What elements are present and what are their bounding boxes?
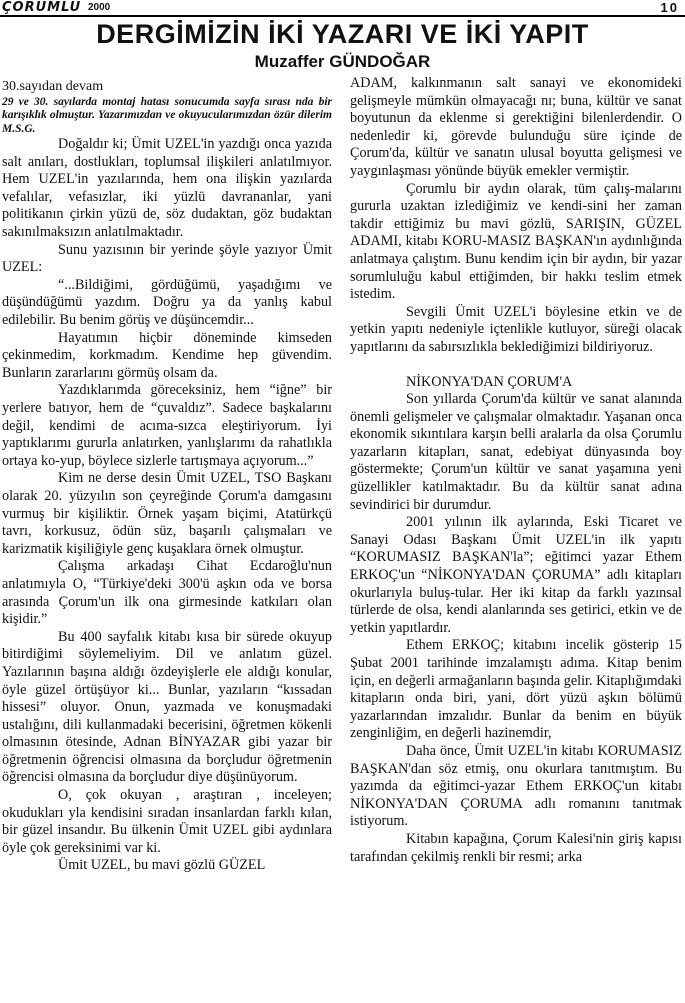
paragraph: Sunu yazısının bir yerinde şöyle yazıyor Ümit UZEL:: [2, 241, 332, 276]
right-column: [350, 75, 682, 866]
quote-paragraph: Yazdıklarımda göreceksiniz, hem “iğne” bir yerlere batıyor, hem de “çuvaldız”. Sadece başkalarını değil, kendimi de acıma-sızca eleştiriyorum. İyi yaptıklarımı gururla anlatırken, yanlışlarımı da rahatlıkla ortaya ko-yup, böylece sizlerle tartışmaya açıyorum...”: [2, 382, 332, 469]
quote-paragraph: Hayatımın hiçbir döneminde kimseden çekinmedim, korkmadım. Kendime hep güvendim. Bunların zararlarını görmüş olsam da.: [2, 329, 332, 381]
article-title: DERGİMİZİN İKİ YAZARI VE İKİ YAPIT: [96, 19, 589, 49]
paragraph: Doğaldır ki; Ümit UZEL'in yazdığı onca yazıda salt anıları, dostlukları, toplumsal ilişkileri anlatılmıyor. Hem UZEL'in yazılarında, hem ona ilişkin yazılarda vefalılar, vefasızlar, iki yüzlü davrananlar, yani politikanın çirkin yüzü de, söz dudaktan, göz budaktan sakınılmaksızın anlatılmaktadır.: [2, 136, 332, 241]
header-rule: [0, 15, 685, 17]
continued-note: 30.sayıdan devam: [2, 79, 104, 94]
paragraph: Sevgili Ümit UZEL'i böylesine etkin ve de yetkin yapıtı nedeniyle içtenlikle kutluyor, süreği olacak yapıtlarını da sabırsızlıkla beklediğimizi bildiriyoruz.: [350, 303, 682, 355]
paragraph: Daha önce, Ümit UZEL'in kitabı KORUMASIZ BAŞKAN'dan söz etmiş, onu okurlara tanıtmıştım. Bu yazımda da eğitimci-yazar Ethem ERKOÇ'un kitabı NİKONYA'DAN ÇORUMA adlı romanını tanıtmak istiyorum.: [350, 742, 682, 830]
paragraph: Ethem ERKOÇ; kitabını incelik gösterip 15 Şubat 2001 tarihinde imzalamıştı adıma. Kitap benim için, en değerli armağanların başında gelir. Kitaplığımdaki kitapların onda biri, yani, dört yüzü aşkın bölümü yazarlarından imzalıdır. Bunlar da benim en büyük zenginliğim, en değerli hazinemdir,: [350, 637, 682, 742]
quote-paragraph: “...Bildiğimi, gördüğümü, yaşadığımı ve düşündüğümü yazdım. Doğru ya da yanlış kabul edilebilir. Bu benim görüş ve düşüncemdir...: [2, 276, 332, 329]
issue-year: 2000: [88, 2, 111, 13]
left-column: [2, 78, 332, 875]
masthead-logo: ÇORUMLU: [2, 0, 82, 15]
page-header: [0, 0, 685, 16]
paragraph: O, çok okuyan , araştıran , inceleyen; okudukları yla kendisini sıradan insanlardan farklı kılan, bir güzel insandır. Bu ülkenin Ümit UZEL gibi aydınlara öyle çok gereksinimi var ki.: [2, 787, 332, 856]
paragraph: Çorumlu bir aydın olarak, tüm çalış-malarını gururla uzaktan izlediğimiz ve kendi-sini her zaman takdir ettiğimiz bu mavi gözlü, SARIŞIN, GÜZEL ADAMI, kitabı KORU-MASIZ BAŞKAN'ın aydınlığında anlatmaya çalıştım. Bunu kendim için bir aydın, bir yazar sorumluluğu kabul ettiğimden, bir hakkı teslim etmek istedim.: [350, 180, 682, 303]
paragraph: Ümit UZEL, bu mavi gözlü GÜZEL: [58, 857, 266, 874]
paragraph: Son yıllarda Çorum'da kültür ve sanat alanında önemli gelişmeler ve çalışmalar olmaktadır. Yaşanan onca ekonomik sıkıntılara karşın belli aralarla da olsa Çorumlu yazarların kitapları, sanat, edebiyat dünyasında boy göstermekte; Çorum'un kültür ve sanat yaşamına yeni güzellikler katılmaktadır. Bu da kültür sanat adına sevindirici bir durumdur.: [350, 391, 682, 513]
paragraph: Bu 400 sayfalık kitabı kısa bir sürede okuyup bitirdiğimi söylemeliyim. Dil ve anlatım güzel. Yazılarının başına aldığı özdeyişlerle ele aldığı konular, öyle güzel örtüşüyor ki... Bunlar, yazıların “kıssadan hissesi” oluyor. Onun, yazmada ve konuşmadaki ustalığını, dili kullanmadaki becerisini, öğretmen kökenli olmasının ötesinde, Adnan BİNYAZAR gibi yazar bir öğretmenin öğrencisi olmasına da borçludur öğretmenin öğrencisi olmasına da borçludur diye düşünüyorum.: [2, 628, 332, 786]
paragraph: Kim ne derse desin Ümit UZEL, TSO Başkanı olarak 20. yüzyılın son çeyreğinde Çorum'a damgasını vurmuş bir kişiliktir. Örnek yaşam biçimi, Atatürkçü tavrı, korkusuz, ödün süz, başarılı çalışmaları ve karizmatik kişiliğiyle genç kuşaklara örnek olmuştur.: [2, 470, 332, 557]
page-number: 10: [660, 0, 679, 15]
paragraph: 2001 yılının ilk aylarında, Eski Ticaret ve Sanayi Odası Başkanı Ümit UZEL'in ilk yapıtı “KORUMASIZ BAŞKAN'la”; eğitimci yazar Ethem ERKOÇ'un “NİKONYA'DAN ÇORUMA” adlı kitapları okurlarıyla buluş-tular. Her iki kitap da farklı yazınsal türlerde de olsa, kendi alanlarında ses getirici, etkin ve de yetkin yapıtlardır.: [350, 514, 682, 636]
paragraph: Çalışma arkadaşı Cihat Ecdaroğlu'nun anlatımıyla O, “Türkiye'deki 300'ü aşkın oda ve borsa arasında Çorum'un ilk ona girmesinde katkıları olan kişidir.”: [2, 558, 332, 628]
paragraph: Kitabın kapağına, Çorum Kalesi'nin giriş kapısı tarafından çekilmiş renkli bir resmi; arka: [350, 830, 682, 865]
paragraph: ADAM, kalkınmanın salt sanayi ve ekonomideki gelişmeyle mümkün olmayacağı nı; buna, kültür ve sanat boyutunun da eklenme si gerektiğini bilenlerdendir. O nedenledir ki, görevde bulunduğu süre içinde de Çorum'da, kültür ve sanatın ulusal boyutta gelişmesi ve yaygınlaşması yönünde büyük emekler vermiştir.: [350, 75, 682, 179]
editor-note: 29 ve 30. sayılarda montaj hatası sonucumda sayfa sırası nda bir karışıklık olmuştur. Yazarımızdan ve okuyucularımızdan özür dilerim M.S.G.: [2, 95, 332, 135]
article-author: Muzaffer GÜNDOĞAR: [254, 52, 431, 71]
section-subheading: NİKONYA'DAN ÇORUM'A: [406, 373, 573, 390]
